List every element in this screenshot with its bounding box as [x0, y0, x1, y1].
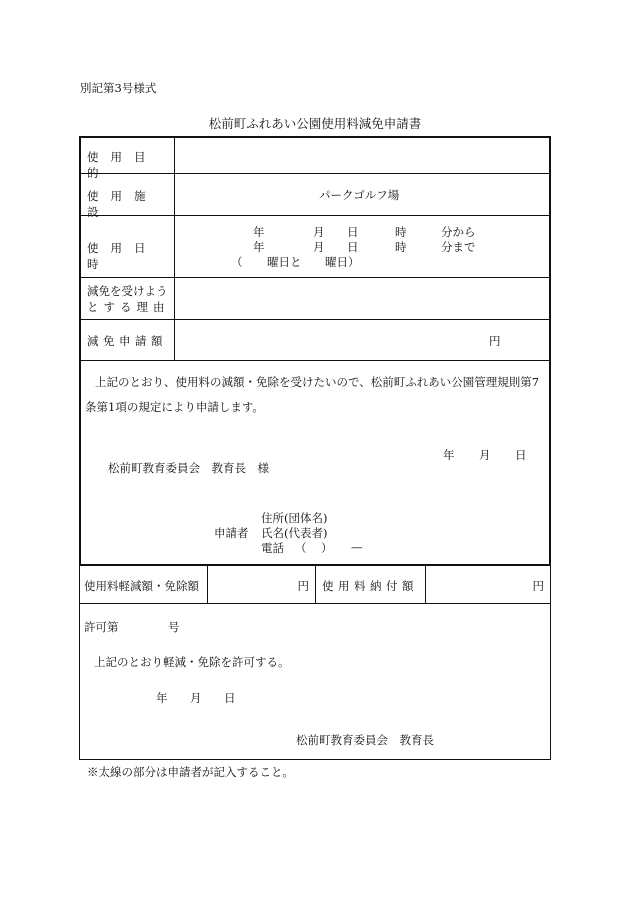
reduced-unit: 円 — [297, 579, 309, 593]
phone-paren-close: ） — [321, 541, 333, 555]
office-use-table — [79, 566, 551, 760]
datetime-row — [81, 216, 549, 278]
amount-label-cell — [81, 320, 175, 360]
application-form-table — [79, 136, 551, 566]
purpose-label-cell — [81, 138, 175, 180]
to-year: 年 — [253, 240, 265, 254]
reduced-label-cell — [80, 566, 208, 603]
amount-yen: 円 — [489, 334, 501, 348]
permit-signer: 松前町教育委員会 教育長 — [296, 733, 434, 747]
request-date-day: 日 — [515, 448, 527, 462]
applicant-label: 申請者 — [214, 526, 249, 540]
datetime-label-cell — [81, 216, 175, 277]
permit-date-month: 月 — [190, 691, 202, 705]
statement-line1: 上記のとおり、使用料の減額・免除を受けたいので、松前町ふれあい公園管理規則第7 — [95, 375, 540, 389]
reason-label-cell — [81, 278, 175, 319]
from-month: 月 — [313, 225, 325, 239]
purpose-row — [81, 138, 549, 180]
reason-row — [81, 278, 549, 320]
weekday-to: 曜日） — [325, 255, 360, 269]
weekday-from: 曜日と — [267, 255, 302, 269]
address-label: 住所(団体名) — [261, 511, 328, 525]
payment-unit: 円 — [532, 579, 544, 593]
permit-label: 許可第 — [84, 620, 119, 634]
reduced-label: 使用料軽減額・免除額 — [84, 579, 199, 593]
permit-date-day: 日 — [224, 691, 236, 705]
form-number: 別記第3号様式 — [80, 81, 157, 95]
document-title: 松前町ふれあい公園使用料減免申請書 — [208, 116, 422, 131]
permit-text: 上記のとおり軽減・免除を許可する。 — [94, 655, 290, 669]
footnote: ※太線の部分は申請者が記入すること。 — [87, 765, 294, 779]
payment-label-cell — [316, 566, 426, 603]
to-minute: 分まで — [441, 240, 476, 254]
amount-row — [81, 320, 549, 361]
from-year: 年 — [253, 225, 265, 239]
permit-number-suffix: 号 — [168, 620, 180, 634]
phone-label: 電話 — [261, 541, 284, 555]
phone-paren-open: （ — [295, 541, 307, 555]
request-date-year: 年 — [443, 448, 455, 462]
weekday-paren-open: （ — [231, 255, 243, 269]
addressee: 松前町教育委員会 教育長 様 — [108, 461, 269, 475]
name-label: 氏名(代表者) — [261, 526, 328, 540]
statement-line2: 条第1項の規定により申請します。 — [85, 400, 264, 414]
payment-label: 使用料納付額 — [322, 579, 418, 593]
to-hour: 時 — [395, 240, 407, 254]
phone-dash: — — [351, 540, 363, 554]
from-day: 日 — [347, 225, 359, 239]
reason-label-line2: とする理由 — [87, 300, 170, 314]
to-day: 日 — [347, 240, 359, 254]
request-date-month: 月 — [479, 448, 491, 462]
from-hour: 時 — [395, 225, 407, 239]
from-minute: 分から — [441, 225, 476, 239]
facility-row — [81, 174, 549, 219]
fee-row — [80, 566, 550, 604]
facility-label: 使用施設 — [87, 189, 158, 219]
amount-label: 減免申請額 — [87, 334, 167, 348]
facility-label-cell — [81, 174, 175, 219]
reason-label-line1: 減免を受けよう — [87, 284, 168, 298]
facility-value: パークゴルフ場 — [319, 188, 400, 202]
datetime-label: 使用日時 — [87, 241, 158, 271]
permit-date-year: 年 — [156, 691, 168, 705]
purpose-label: 使用目的 — [87, 150, 158, 180]
to-month: 月 — [313, 240, 325, 254]
reduced-value-cell — [208, 566, 316, 603]
